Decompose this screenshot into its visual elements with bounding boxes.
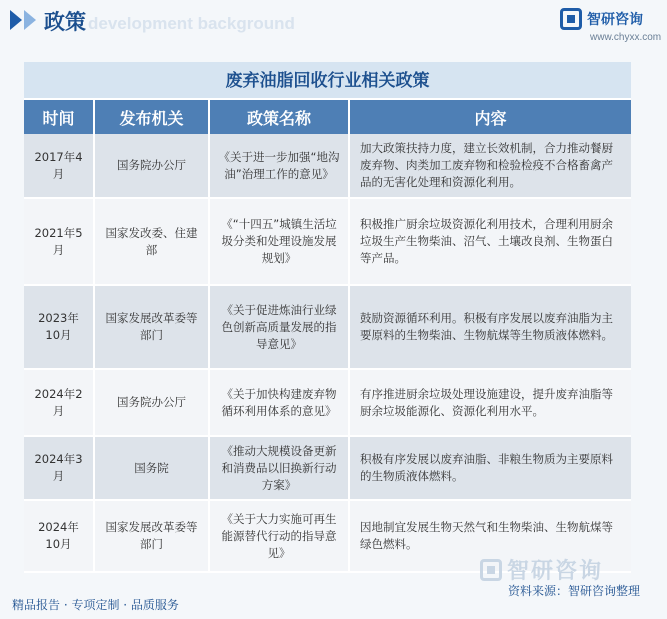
cell-agency: 国务院	[94, 436, 209, 500]
column-header-agency: 发布机关	[94, 100, 209, 134]
brand-logo	[560, 8, 643, 30]
column-header-policy: 政策名称	[209, 100, 349, 134]
column-header-content: 内容	[349, 100, 631, 134]
cell-agency: 国家发改委、住建部	[94, 198, 209, 285]
page-title: 政策	[44, 10, 86, 34]
footer-watermark-name: 智研咨询	[507, 559, 604, 584]
cell-content: 鼓励资源循环利用。积极有序发展以废弃油脂为主要原料的生物柴油、生物航煤等生物质液体燃料。	[349, 285, 631, 369]
cell-time: 2024年3月	[24, 436, 94, 500]
cell-content: 有序推进厨余垃圾处理设施建设，提升废弃油脂等厨余垃圾能源化、资源化利用水平。	[349, 369, 631, 436]
policy-table	[24, 100, 631, 573]
brand-name: 智研咨询	[587, 12, 643, 28]
cell-agency: 国家发展改革委等部门	[94, 500, 209, 572]
page-header	[0, 0, 667, 48]
cell-content: 因地制宜发展生物天然气和生物柴油、生物航煤等绿色燃料。	[349, 500, 631, 572]
watermark-logo-icon	[480, 559, 502, 581]
cell-agency: 国务院办公厅	[94, 134, 209, 198]
policy-table-panel	[24, 62, 631, 573]
table-row	[24, 134, 631, 198]
cell-time: 2024年2月	[24, 369, 94, 436]
chevron-decoration-icon	[10, 10, 38, 30]
header-watermark: development background	[88, 14, 295, 33]
cell-time: 2017年4月	[24, 134, 94, 198]
brand-logo-icon	[560, 8, 582, 30]
cell-policy: 《关于促进炼油行业绿色创新高质量发展的指导意见》	[209, 285, 349, 369]
column-header-time: 时间	[24, 100, 94, 134]
cell-content: 积极推广厨余垃圾资源化利用技术，合理利用厨余垃圾生产生物柴油、沼气、土壤改良剂、生物蛋白等产品。	[349, 198, 631, 285]
cell-time: 2021年5月	[24, 198, 94, 285]
cell-content: 积极有序发展以废弃油脂、非粮生物质为主要原料的生物质液体燃料。	[349, 436, 631, 500]
cell-content: 加大政策扶持力度，建立长效机制，合力推动餐厨废弃物、肉类加工废弃物和检验检疫不合格畜禽产品的无害化处理和资源化利用。	[349, 134, 631, 198]
cell-agency: 国家发展改革委等部门	[94, 285, 209, 369]
footer-tagline: 精品报告 · 专项定制 · 品质服务	[12, 598, 179, 612]
table-row	[24, 198, 631, 285]
table-row	[24, 285, 631, 369]
table-title: 废弃油脂回收行业相关政策	[24, 62, 631, 100]
data-source: 资料来源：智研咨询整理	[508, 584, 641, 598]
brand-url: www.chyxx.com	[590, 32, 662, 43]
table-header-row	[24, 100, 631, 134]
cell-policy: 《推动大规模设备更新和消费品以旧换新行动方案》	[209, 436, 349, 500]
table-row	[24, 436, 631, 500]
cell-policy: 《“十四五”城镇生活垃圾分类和处理设施发展规划》	[209, 198, 349, 285]
cell-policy: 《关于加快构建废弃物循环利用体系的意见》	[209, 369, 349, 436]
cell-policy: 《关于进一步加强“地沟油”治理工作的意见》	[209, 134, 349, 198]
cell-time: 2023年10月	[24, 285, 94, 369]
table-row	[24, 369, 631, 436]
footer-watermark	[480, 554, 603, 585]
cell-agency: 国务院办公厅	[94, 369, 209, 436]
cell-policy: 《关于大力实施可再生能源替代行动的指导意见》	[209, 500, 349, 572]
cell-time: 2024年10月	[24, 500, 94, 572]
page-footer	[0, 559, 667, 619]
